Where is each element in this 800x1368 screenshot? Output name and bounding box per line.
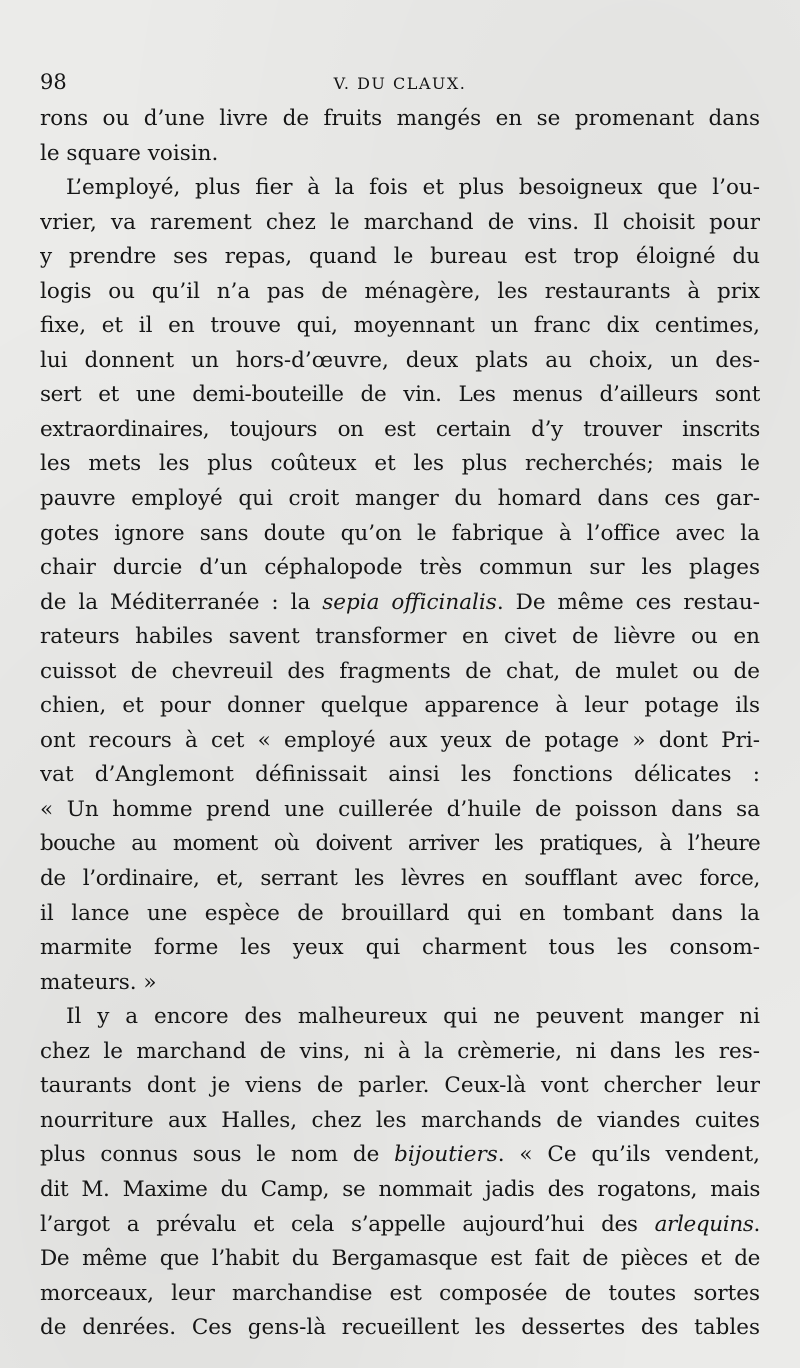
text-line: sert et une demi-bouteille de vin. Les menus d’ailleurs sont	[40, 382, 760, 408]
text-line: il lance une espèce de brouillard qui en tombant dans la	[40, 900, 760, 926]
text-line: marmite forme les yeux qui charment tous les consom-	[40, 935, 760, 961]
text-line: cuissot de chevreuil des fragments de chat, de mulet ou de	[40, 658, 760, 684]
text-line: lui donnent un hors-d’œuvre, deux plats au choix, un des-	[40, 347, 760, 373]
italic-term: bijoutiers	[394, 1142, 498, 1168]
text-line	[40, 586, 760, 621]
text-line: extraordinaires, toujours on est certain d’y trouver inscrits	[40, 416, 760, 442]
text-line: De même que l’habit du Bergamasque est fait de pièces et de	[40, 1246, 760, 1272]
text-line: ont recours à cet « employé aux yeux de potage » dont Pri-	[40, 727, 760, 753]
text-run: . De même ces restau-	[496, 589, 760, 615]
text-line: dit M. Maxime du Camp, se nommait jadis des rogatons, mais	[40, 1176, 760, 1202]
text-line: « Un homme prend une cuillerée d’huile de poisson dans sa	[40, 796, 760, 822]
text-line	[40, 1138, 760, 1173]
text-line: chez le marchand de vins, ni à la crèmerie, ni dans les res-	[40, 1038, 760, 1064]
text-line: Il y a encore des malheureux qui ne peuvent manger ni	[66, 1004, 760, 1030]
text-line: chair durcie d’un céphalopode très commun sur les plages	[40, 555, 760, 581]
text-line: chien, et pour donner quelque apparence à leur potage ils	[40, 693, 760, 719]
page-number: 98	[40, 70, 67, 94]
text-line: rons ou d’une livre de fruits mangés en se promenant dans	[40, 106, 760, 131]
text-line: le square voisin.	[40, 140, 219, 166]
text-line: rateurs habiles savent transformer en civet de lièvre ou en	[40, 624, 760, 650]
text-line: y prendre ses repas, quand le bureau est trop éloigné du	[40, 244, 760, 270]
text-line	[40, 1208, 760, 1243]
text-line: logis ou qu’il n’a pas de ménagère, les restaurants à prix	[40, 278, 760, 304]
text-line: bouche au moment où doivent arriver les pratiques, à l’heure	[40, 831, 760, 857]
running-head: V. DU CLAUX.	[333, 74, 467, 93]
body-text	[40, 102, 760, 1346]
text-run: . « Ce qu’ils vendent,	[497, 1142, 760, 1168]
italic-term: sepia officinalis	[322, 589, 497, 615]
text-run: l’argot a prévalu et cela s’appelle aujourd’hui des	[40, 1211, 655, 1237]
text-line: vat d’Anglemont définissait ainsi les fonctions délicates :	[40, 762, 760, 788]
text-line: les mets les plus coûteux et les plus recherchés; mais le	[40, 451, 760, 477]
text-line: mateurs. »	[40, 969, 157, 995]
text-line: fixe, et il en trouve qui, moyennant un franc dix centimes,	[40, 313, 760, 339]
text-line: morceaux, leur marchandise est composée de toutes sortes	[40, 1280, 760, 1306]
text-line: de l’ordinaire, et, serrant les lèvres en soufflant avec force,	[40, 866, 760, 892]
text-line: L’employé, plus fier à la fois et plus besoigneux que l’ou-	[66, 175, 760, 201]
text-run: de la Méditerranée : la	[40, 589, 323, 615]
italic-term: arlequins	[654, 1211, 754, 1237]
text-line: taurants dont je viens de parler. Ceux-là vont chercher leur	[40, 1073, 760, 1099]
text-line: de denrées. Ces gens-là recueillent les dessertes des tables	[40, 1315, 760, 1341]
text-run: .	[753, 1211, 760, 1237]
text-line: vrier, va rarement chez le marchand de vins. Il choisit pour	[40, 209, 760, 235]
page-header	[40, 70, 760, 100]
text-line: pauvre employé qui croit manger du homard dans ces gar-	[40, 486, 760, 512]
text-line: nourriture aux Halles, chez les marchands de viandes cuites	[40, 1107, 760, 1133]
text-run: plus connus sous le nom de	[40, 1142, 395, 1168]
text-line: gotes ignore sans doute qu’on le fabrique à l’office avec la	[40, 520, 760, 546]
